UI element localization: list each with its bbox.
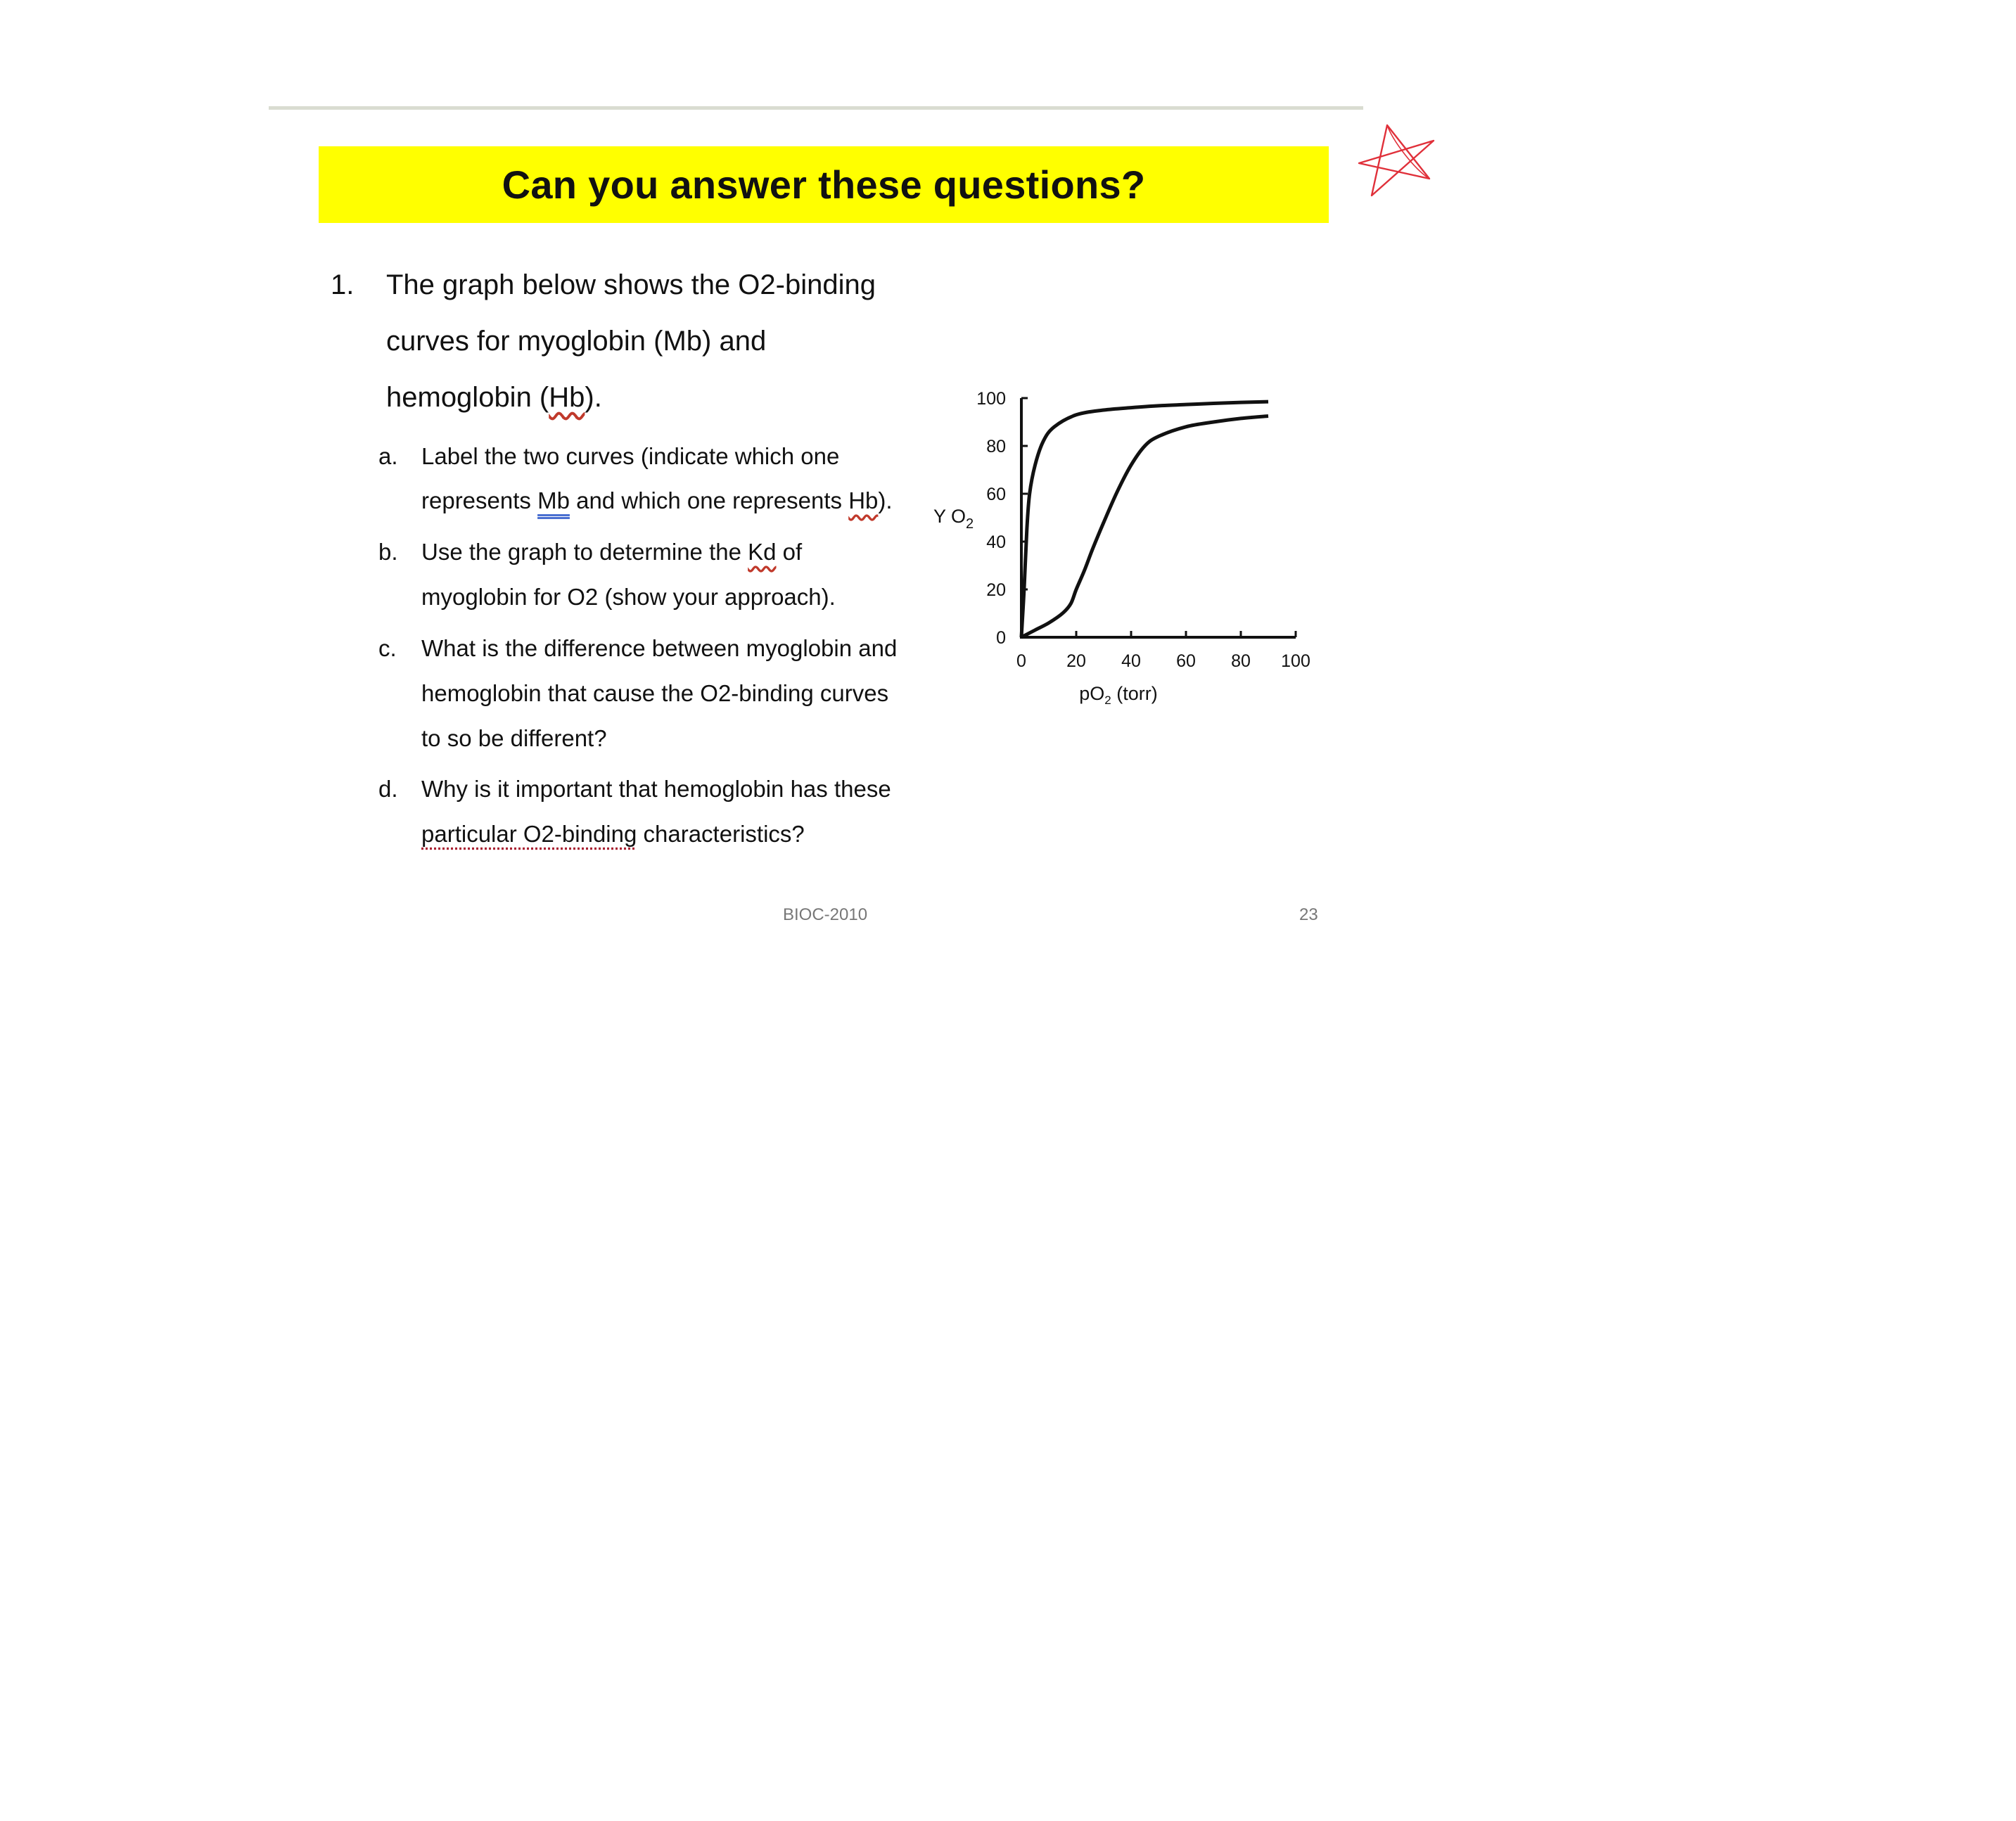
- subquestion-text: of: [776, 539, 803, 565]
- subquestion-text: characteristics?: [637, 821, 805, 847]
- page-title: Can you answer these questions?: [502, 162, 1146, 207]
- question-text: ).: [585, 382, 602, 413]
- question-number: 1.: [331, 269, 355, 300]
- subquestion-line: What is the difference between myoglobin and: [421, 635, 898, 661]
- x-tick-label: 80: [1231, 651, 1251, 671]
- o2-binding-chart: [914, 380, 1336, 717]
- title-banner: [319, 146, 1329, 223]
- spellcheck-word: Hb: [549, 382, 585, 413]
- x-tick-label: 100: [1281, 651, 1310, 671]
- subquestion-text: and which one represents: [569, 487, 849, 513]
- subquestion-text: represents: [421, 487, 538, 513]
- chart-axes: [1020, 398, 1296, 639]
- spellcheck-word: Kd: [748, 539, 777, 565]
- subquestion-line: myoglobin for O2 (show your approach).: [421, 584, 836, 610]
- subquestion-letter: a.: [378, 443, 398, 469]
- y-tick-label: 20: [986, 580, 1006, 600]
- question-line: The graph below shows the O2-binding: [386, 269, 876, 300]
- x-tick-label: 60: [1176, 651, 1196, 671]
- question-text: hemoglobin (: [386, 382, 549, 413]
- y-tick-label: 0: [996, 628, 1006, 648]
- subquestion-line: Label the two curves (indicate which one: [421, 443, 840, 469]
- question-line: [386, 382, 602, 414]
- x-tick-label: 0: [1016, 651, 1026, 671]
- subquestion-line: [421, 821, 805, 848]
- subquestion-letter: b.: [378, 539, 398, 565]
- x-tick-label: 40: [1121, 651, 1141, 671]
- subquestion-line: [421, 539, 802, 566]
- hemoglobin-curve: [1021, 416, 1268, 638]
- question-line: curves for myoglobin (Mb) and: [386, 326, 767, 357]
- spellcheck-word: Hb: [848, 487, 879, 513]
- y-axis-label: Y $O_2$: [933, 506, 974, 532]
- footer-page-number: 23: [1299, 905, 1318, 924]
- spellcheck-phrase: particular O2-binding: [421, 821, 637, 847]
- subquestion-line: hemoglobin that cause the O2-binding curves: [421, 680, 889, 706]
- footer-course: BIOC-2010: [783, 905, 868, 924]
- x-axis-label: $pO_2$ (torr): [1079, 683, 1158, 707]
- y-tick-label: 80: [986, 437, 1006, 456]
- y-tick-label: 100: [976, 389, 1006, 409]
- subquestion-line: to so be different?: [421, 725, 607, 751]
- subquestion-text: Use the graph to determine the: [421, 539, 748, 565]
- subquestion-text: ).: [878, 487, 893, 513]
- y-tick-label: 40: [986, 532, 1006, 552]
- star-doodle-icon: [1351, 120, 1449, 207]
- chart-curves: [1021, 402, 1268, 637]
- myoglobin-curve: [1021, 402, 1268, 637]
- y-tick-label: 60: [986, 485, 1006, 504]
- top-rule: [269, 106, 1363, 110]
- x-tick-label: 20: [1066, 651, 1086, 671]
- subquestion-letter: d.: [378, 776, 398, 802]
- subquestion-letter: c.: [378, 635, 397, 661]
- subquestion-line: [421, 487, 893, 514]
- spellcheck-word: Mb: [537, 487, 570, 513]
- subquestion-line: Why is it important that hemoglobin has these: [421, 776, 891, 802]
